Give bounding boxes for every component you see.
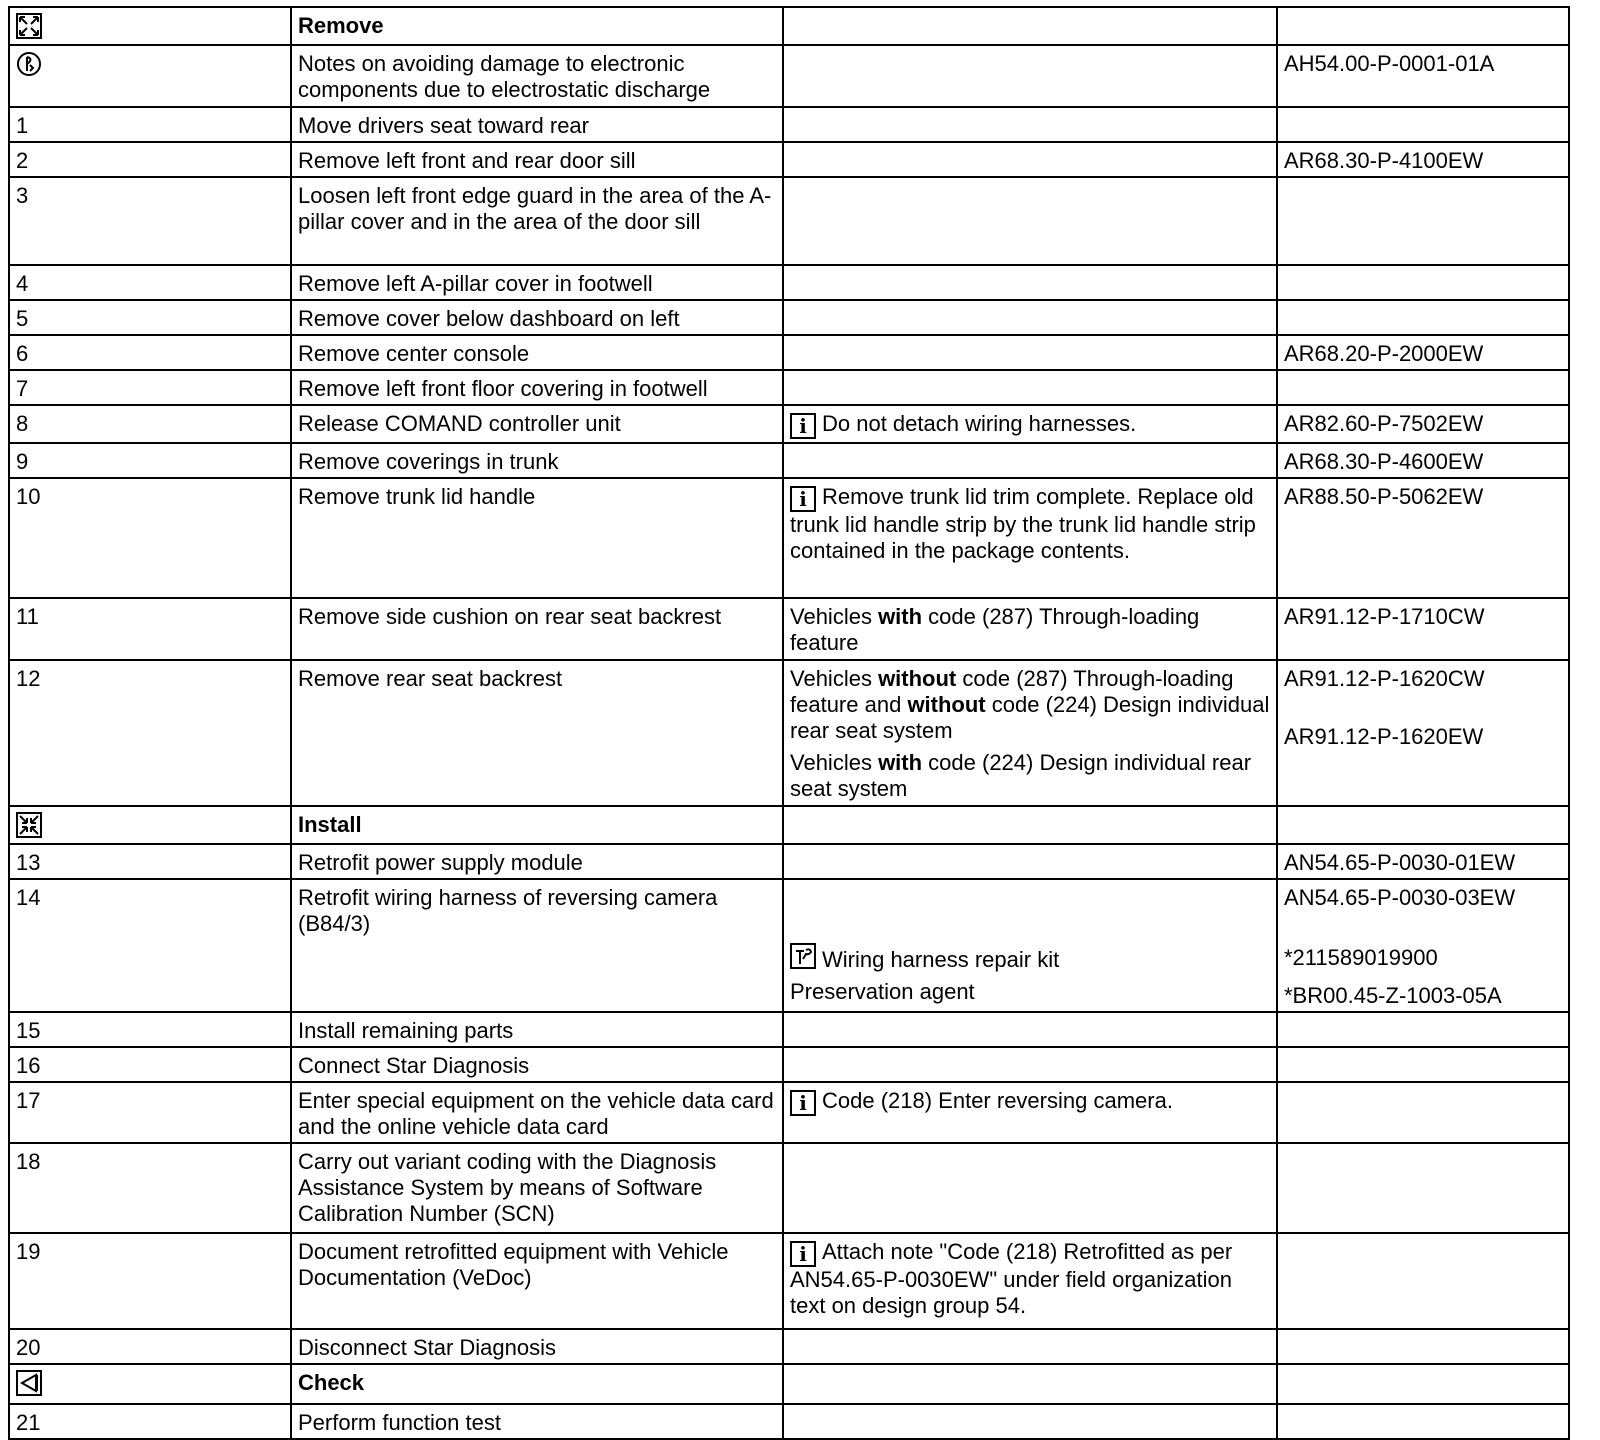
step-note: Vehicles with code (224) Design individual rear seat system xyxy=(790,750,1252,801)
step-text: Remove left front floor covering in footwell xyxy=(291,370,783,405)
table-row xyxy=(9,598,1569,660)
step-number: 17 xyxy=(9,1082,291,1143)
step-number: 11 xyxy=(9,598,291,660)
section-row-install xyxy=(9,806,1569,844)
reference-link[interactable]: AR68.30-P-4600EW xyxy=(1277,443,1569,478)
step-number: 8 xyxy=(9,405,291,443)
step-number: 12 xyxy=(9,660,291,806)
info-icon: i xyxy=(790,1090,816,1116)
table-row xyxy=(9,142,1569,177)
step-text: Notes on avoiding damage to electronic components due to electrostatic discharge xyxy=(291,45,783,107)
reference-link[interactable]: AR88.50-P-5062EW xyxy=(1277,478,1569,598)
step-text: Remove left A-pillar cover in footwell xyxy=(291,265,783,300)
table-row xyxy=(9,1329,1569,1364)
step-text: Retrofit power supply module xyxy=(291,844,783,879)
step-number: 21 xyxy=(9,1404,291,1439)
step-note: Code (218) Enter reversing camera. xyxy=(822,1088,1173,1113)
step-text: Perform function test xyxy=(291,1404,783,1439)
table-row xyxy=(9,107,1569,142)
step-text: Enter special equipment on the vehicle data card and the online vehicle data card xyxy=(291,1082,783,1143)
step-note: Remove trunk lid trim complete. Replace old trunk lid handle strip by the trunk lid handle strip contained in the package contents. xyxy=(790,484,1256,563)
step-text: Remove center console xyxy=(291,335,783,370)
part-number[interactable]: *211589019900 xyxy=(1284,945,1438,970)
step-text: Remove trunk lid handle xyxy=(291,478,783,598)
section-title-remove: Remove xyxy=(291,7,783,45)
table-row xyxy=(9,1143,1569,1233)
step-text: Document retrofitted equipment with Vehicle Documentation (VeDoc) xyxy=(291,1233,783,1329)
reference-link[interactable]: AR68.30-P-4100EW xyxy=(1277,142,1569,177)
info-icon: i xyxy=(790,486,816,512)
step-text: Move drivers seat toward rear xyxy=(291,107,783,142)
step-number: 6 xyxy=(9,335,291,370)
info-icon: i xyxy=(790,1241,816,1267)
table-row xyxy=(9,265,1569,300)
table-row xyxy=(9,405,1569,443)
step-note: Do not detach wiring harnesses. xyxy=(822,411,1137,436)
table-row xyxy=(9,443,1569,478)
step-text: Install remaining parts xyxy=(291,1012,783,1047)
section-row-remove xyxy=(9,7,1569,45)
table-row xyxy=(9,1233,1569,1329)
step-text: Remove side cushion on rear seat backrest xyxy=(291,598,783,660)
step-number: 19 xyxy=(9,1233,291,1329)
table-row xyxy=(9,370,1569,405)
agent-label: Preservation agent xyxy=(790,979,975,1004)
section-title-check: Check xyxy=(291,1364,783,1404)
tool-label: Wiring harness repair kit xyxy=(822,947,1060,972)
step-number: 15 xyxy=(9,1012,291,1047)
step-number: 13 xyxy=(9,844,291,879)
step-text: Connect Star Diagnosis xyxy=(291,1047,783,1082)
step-number: 18 xyxy=(9,1143,291,1233)
section-row-check xyxy=(9,1364,1569,1404)
step-number: 2 xyxy=(9,142,291,177)
table-row xyxy=(9,478,1569,598)
step-text: Retrofit wiring harness of reversing camera (B84/3) xyxy=(291,879,783,1012)
arrows-outward-icon xyxy=(16,13,42,39)
arrows-inward-icon xyxy=(16,812,42,838)
step-note: Attach note "Code (218) Retrofitted as per AN54.65-P-0030EW" under field organization text on design group 54. xyxy=(790,1239,1233,1318)
section-title-install: Install xyxy=(291,806,783,844)
table-row xyxy=(9,844,1569,879)
step-text: Loosen left front edge guard in the area of the A-pillar cover and in the area of the door sill xyxy=(291,177,783,265)
check-arrow-icon xyxy=(16,1370,42,1396)
step-text: Release COMAND controller unit xyxy=(291,405,783,443)
step-text: Carry out variant coding with the Diagnosis Assistance System by means of Software Calibration Number (SCN) xyxy=(291,1143,783,1233)
step-text: Remove left front and rear door sill xyxy=(291,142,783,177)
table-row xyxy=(9,879,1569,1012)
table-row xyxy=(9,45,1569,107)
info-icon: i xyxy=(790,413,816,439)
step-number: 1 xyxy=(9,107,291,142)
reference-link[interactable]: AH54.00-P-0001-01A xyxy=(1277,45,1569,107)
step-number: 7 xyxy=(9,370,291,405)
table-row xyxy=(9,660,1569,806)
step-text: Remove cover below dashboard on left xyxy=(291,300,783,335)
table-row xyxy=(9,300,1569,335)
reference-link[interactable]: AN54.65-P-0030-01EW xyxy=(1277,844,1569,879)
step-number: 16 xyxy=(9,1047,291,1082)
reference-link[interactable]: AR91.12-P-1620EW xyxy=(1284,724,1484,749)
procedure-table xyxy=(8,6,1570,1440)
table-row xyxy=(9,177,1569,265)
step-note: Vehicles without code (287) Through-loading feature and without code (224) Design individual rear seat system xyxy=(790,666,1270,743)
table-row xyxy=(9,1047,1569,1082)
reference-link[interactable]: AN54.65-P-0030-03EW xyxy=(1284,885,1516,910)
reference-link[interactable]: AR82.60-P-7502EW xyxy=(1277,405,1569,443)
reference-link[interactable]: AR91.12-P-1710CW xyxy=(1277,598,1569,660)
reference-link[interactable]: AR68.20-P-2000EW xyxy=(1277,335,1569,370)
part-number[interactable]: *BR00.45-Z-1003-05A xyxy=(1284,983,1502,1008)
tool-icon xyxy=(790,943,816,969)
step-number: 4 xyxy=(9,265,291,300)
section-icon-cell xyxy=(9,7,291,45)
step-number: 10 xyxy=(9,478,291,598)
step-text: Remove coverings in trunk xyxy=(291,443,783,478)
step-text: Remove rear seat backrest xyxy=(291,660,783,806)
table-row xyxy=(9,1404,1569,1439)
table-row xyxy=(9,335,1569,370)
step-number: 20 xyxy=(9,1329,291,1364)
step-text: Disconnect Star Diagnosis xyxy=(291,1329,783,1364)
table-row xyxy=(9,1012,1569,1047)
step-number: 9 xyxy=(9,443,291,478)
step-note: Vehicles with code (287) Through-loading feature xyxy=(783,598,1277,660)
step-number: 14 xyxy=(9,879,291,1012)
reference-link[interactable]: AR91.12-P-1620CW xyxy=(1284,666,1485,691)
step-number: 5 xyxy=(9,300,291,335)
step-number: 3 xyxy=(9,177,291,265)
table-row xyxy=(9,1082,1569,1143)
esd-warning-icon xyxy=(16,51,42,77)
